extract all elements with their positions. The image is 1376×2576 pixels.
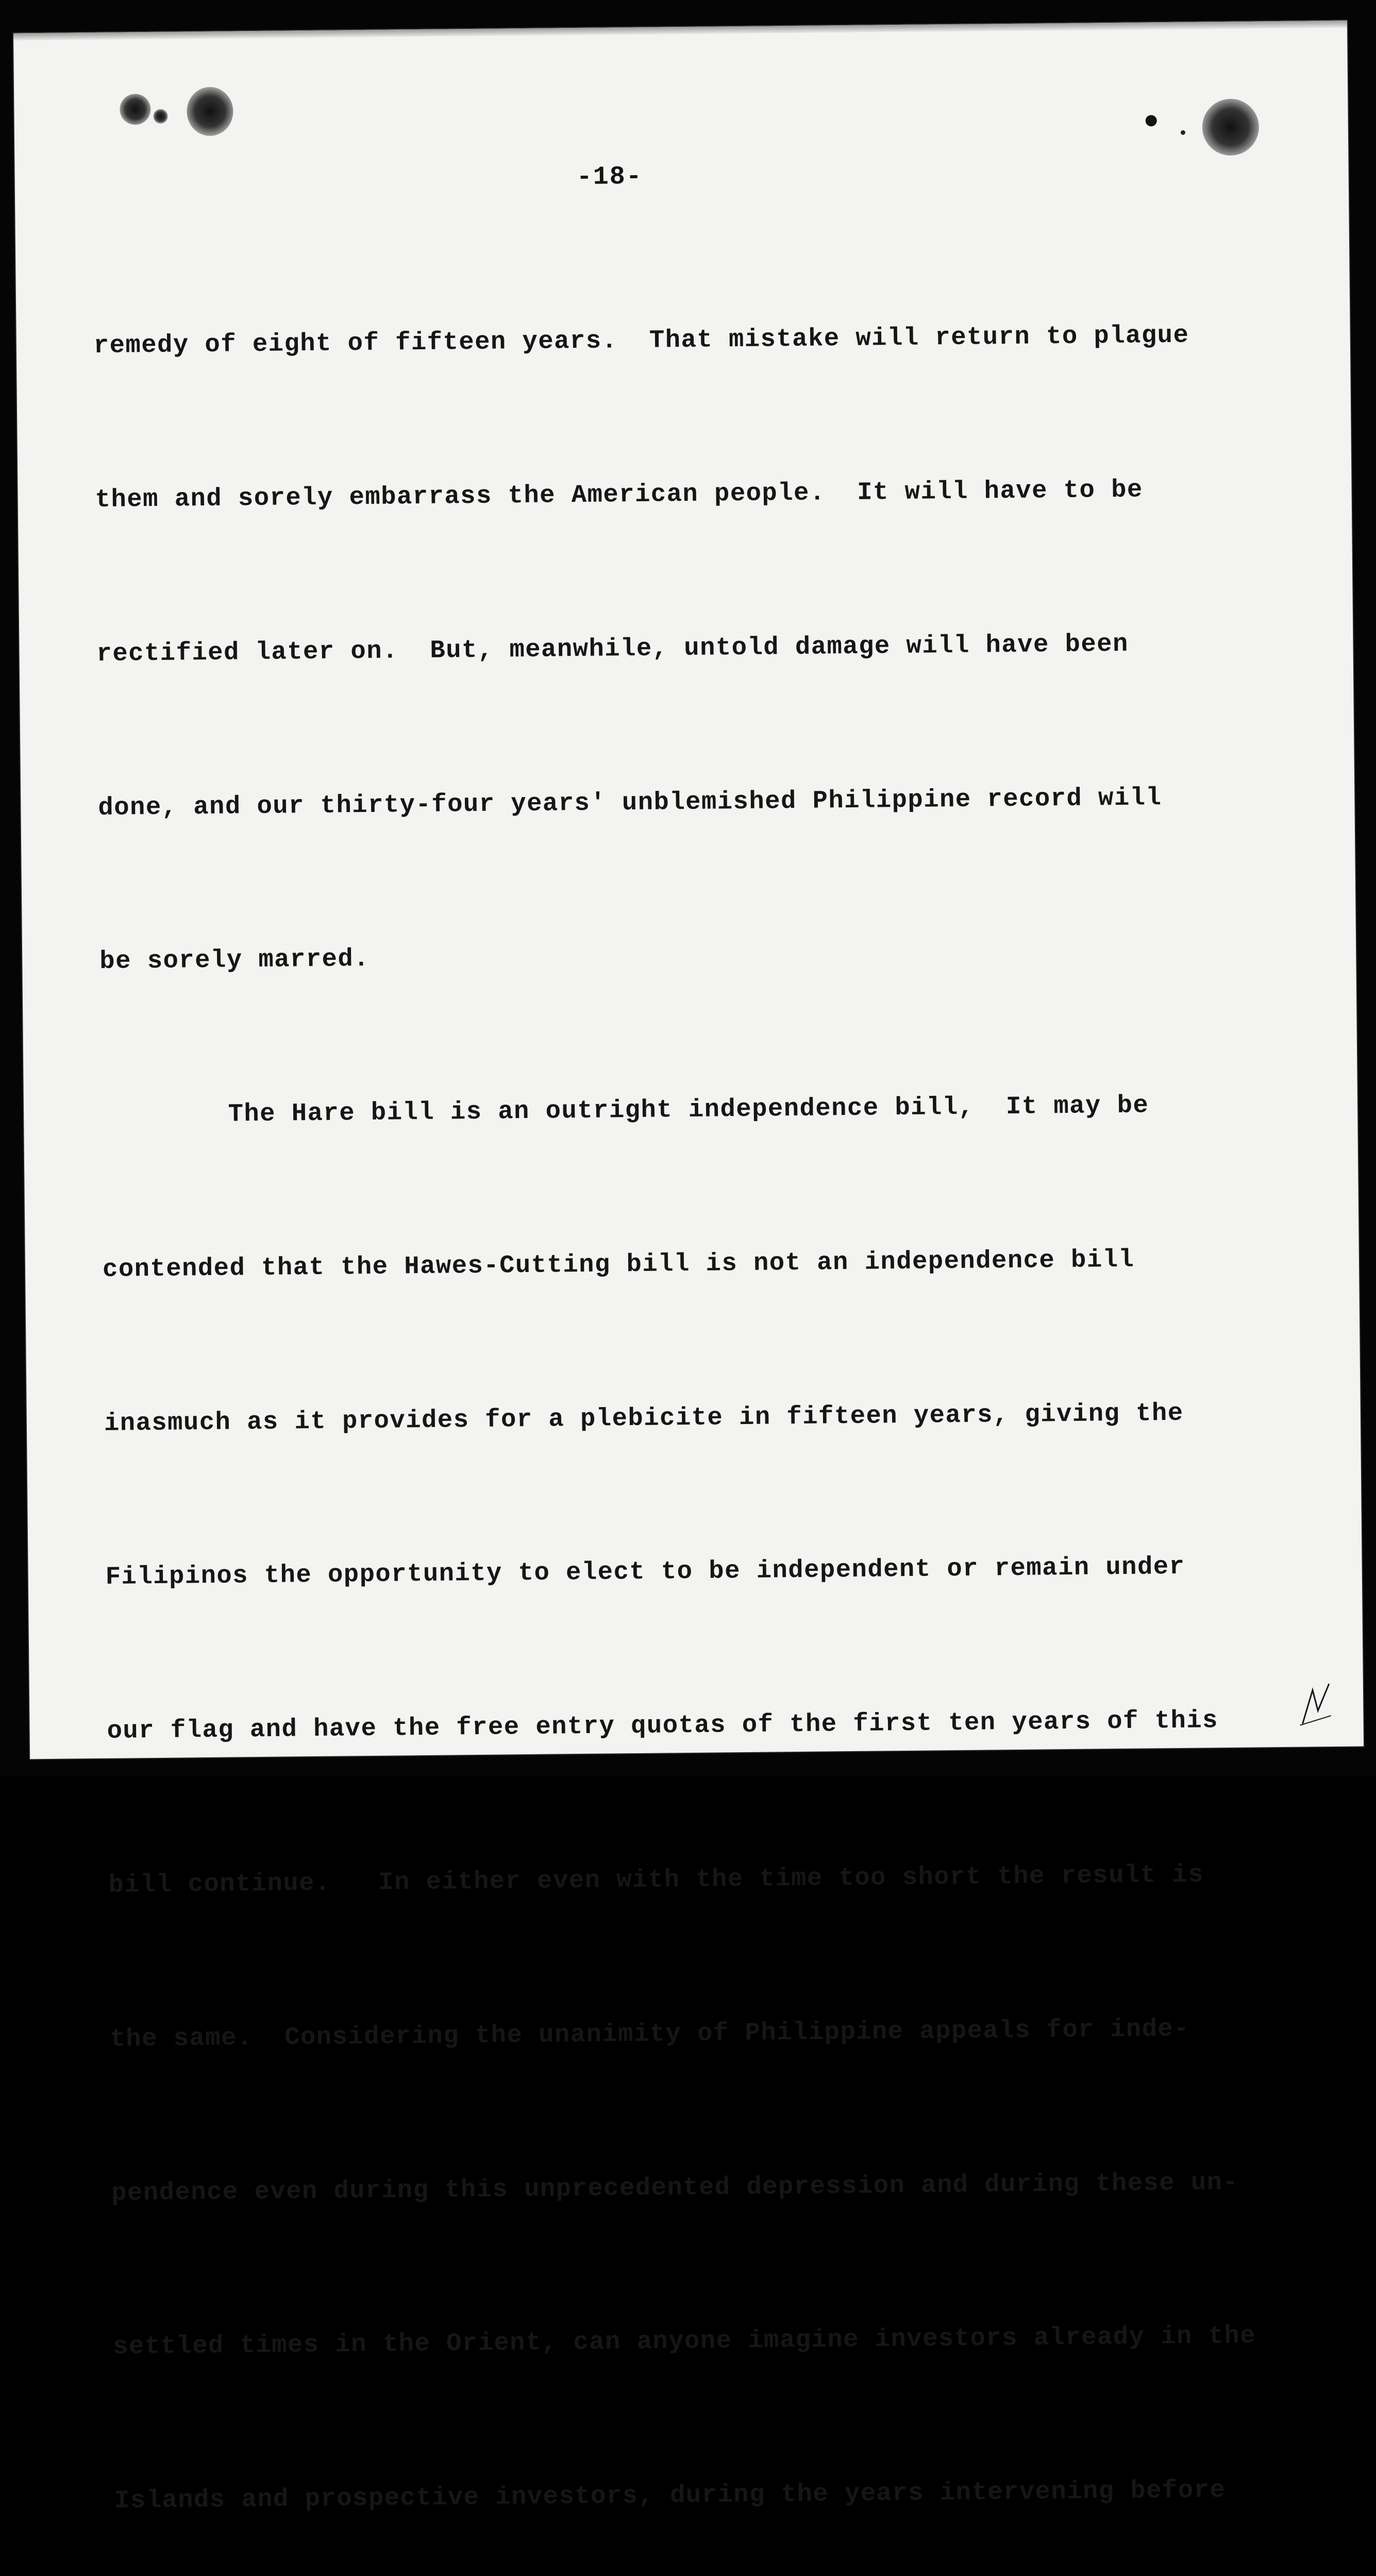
text-line: contended that the Hawes-Cutting bill is not an independence bill xyxy=(102,1245,1135,1284)
page-number: -18- xyxy=(576,162,643,193)
text-line: done, and our thirty-four years' unblemished Philippine record will xyxy=(98,783,1162,822)
text-line: be sorely marred. xyxy=(99,944,370,976)
punch-hole-mark xyxy=(187,87,233,136)
text-line: them and sorely embarrass the American people. It will have to be xyxy=(95,475,1143,514)
punch-hole-mark xyxy=(1202,98,1259,156)
text-line: Islands and prospective investors, during the years intervening before xyxy=(114,2476,1226,2515)
text-line: settled times in the Orient, can anyone imagine investors already in the xyxy=(112,2321,1256,2362)
body-text xyxy=(92,206,1363,2576)
text-line: bill continue. In either even with the time too short the result is xyxy=(108,1860,1204,1900)
text-line: rectified later on. But, meanwhile, untold damage will have been xyxy=(96,629,1129,668)
text-line: our flag and have the free entry quotas of the first ten years of this xyxy=(107,1706,1219,1746)
text-line: Filipinos the opportunity to elect to be independent or remain under xyxy=(105,1552,1185,1592)
typewritten-page xyxy=(13,21,1364,2515)
text-line: inasmuch as it provides for a plebicite in fifteen years, giving the xyxy=(104,1398,1184,1438)
text-line: pendence even during this unprecedented depression and during these un- xyxy=(111,2167,1239,2208)
punch-hole-mark xyxy=(153,109,167,124)
text-line: the same. Considering the unanimity of Philippine appeals for inde- xyxy=(110,2014,1190,2054)
ink-dot xyxy=(1146,115,1157,126)
ink-dot xyxy=(1181,130,1185,135)
text-line: remedy of eight of fifteen years. That mistake will return to plague xyxy=(93,320,1189,361)
punch-hole-mark xyxy=(120,94,151,125)
pen-mark-icon xyxy=(1297,1680,1334,1726)
text-line: The Hare bill is an outright independence bill, It may be xyxy=(100,1091,1149,1130)
